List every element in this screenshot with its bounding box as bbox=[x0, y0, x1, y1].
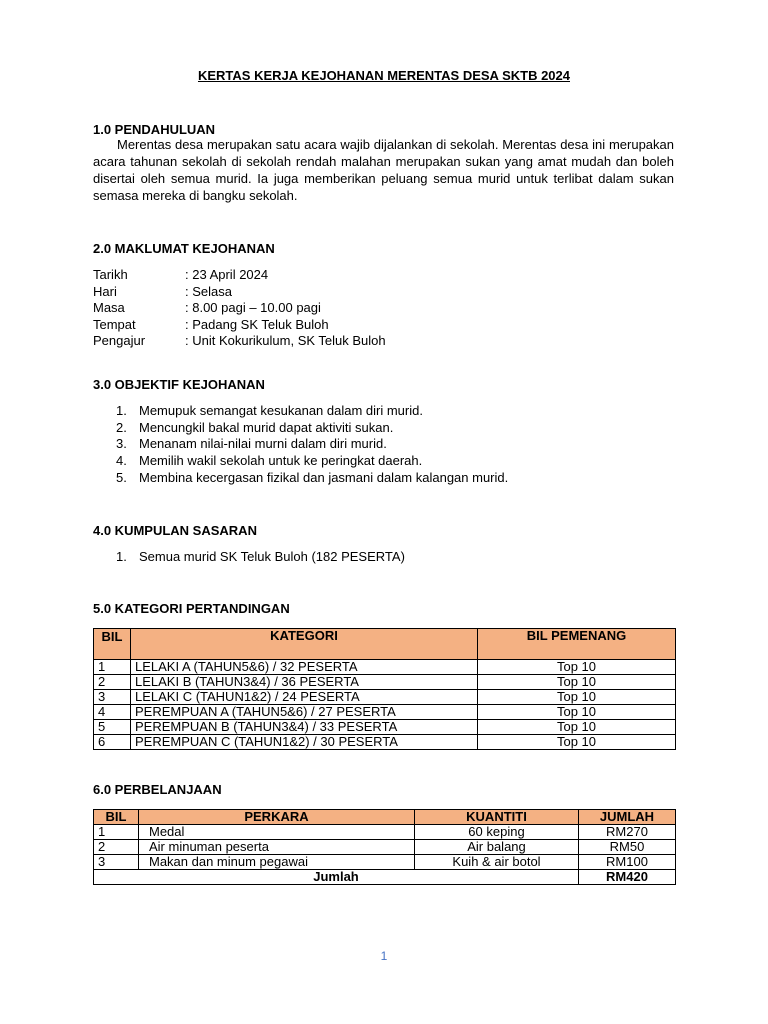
info-value: : Unit Kokurikulum, SK Teluk Buloh bbox=[185, 333, 386, 348]
info-label: Tempat bbox=[93, 317, 136, 332]
cell-kategori: PEREMPUAN C (TAHUN1&2) / 30 PESERTA bbox=[131, 735, 478, 750]
document-title: KERTAS KERJA KEJOHANAN MERENTAS DESA SKTB 2024 bbox=[197, 68, 570, 83]
cell-kategori: LELAKI B (TAHUN3&4) / 36 PESERTA bbox=[131, 675, 478, 690]
cell-bil: 3 bbox=[94, 690, 131, 705]
cell-kuantiti: 60 keping bbox=[415, 825, 579, 840]
table-row bbox=[94, 720, 676, 735]
cell-perkara: Medal bbox=[139, 825, 415, 840]
kategori-table bbox=[93, 628, 676, 750]
list-text: Menanam nilai-nilai murni dalam diri murid. bbox=[139, 436, 387, 452]
total-label: Jumlah bbox=[94, 870, 579, 885]
list-number: 3. bbox=[116, 436, 127, 452]
cell-bil: 2 bbox=[94, 675, 131, 690]
cell-jumlah: RM100 bbox=[579, 855, 676, 870]
cell-bil: 1 bbox=[94, 825, 139, 840]
col-header-bil: BIL bbox=[94, 629, 131, 660]
perbelanjaan-table bbox=[93, 809, 676, 885]
section-heading-sasaran: 4.0 KUMPULAN SASARAN bbox=[93, 523, 257, 538]
cell-pemenang: Top 10 bbox=[478, 720, 676, 735]
cell-pemenang: Top 10 bbox=[478, 660, 676, 675]
cell-bil: 6 bbox=[94, 735, 131, 750]
table-row bbox=[94, 855, 676, 870]
list-number: 1. bbox=[116, 549, 127, 564]
cell-bil: 4 bbox=[94, 705, 131, 720]
total-row bbox=[94, 870, 676, 885]
info-value: : Padang SK Teluk Buloh bbox=[185, 317, 329, 332]
list-text: Memilih wakil sekolah untuk ke peringkat daerah. bbox=[139, 453, 423, 469]
list-number: 5. bbox=[116, 469, 127, 485]
cell-bil: 3 bbox=[94, 855, 139, 870]
page-number: 1 bbox=[380, 949, 388, 963]
list-number: 4. bbox=[116, 453, 127, 469]
col-header-jumlah: JUMLAH bbox=[579, 810, 676, 825]
info-value: : Selasa bbox=[185, 284, 232, 299]
info-label: Masa bbox=[93, 300, 125, 315]
cell-pemenang: Top 10 bbox=[478, 705, 676, 720]
table-header-row bbox=[94, 810, 676, 825]
total-value: RM420 bbox=[579, 870, 676, 885]
cell-kategori: PEREMPUAN B (TAHUN3&4) / 33 PESERTA bbox=[131, 720, 478, 735]
info-label: Pengajur bbox=[93, 333, 146, 348]
section-heading-kategori: 5.0 KATEGORI PERTANDINGAN bbox=[93, 601, 290, 616]
cell-jumlah: RM270 bbox=[579, 825, 676, 840]
list-number: 1. bbox=[116, 403, 127, 418]
cell-bil: 5 bbox=[94, 720, 131, 735]
section-heading-maklumat: 2.0 MAKLUMAT KEJOHANAN bbox=[93, 241, 275, 256]
cell-kategori: LELAKI C (TAHUN1&2) / 24 PESERTA bbox=[131, 690, 478, 705]
cell-jumlah: RM50 bbox=[579, 840, 676, 855]
table-row bbox=[94, 825, 676, 840]
cell-kategori: PEREMPUAN A (TAHUN5&6) / 27 PESERTA bbox=[131, 705, 478, 720]
pendahuluan-paragraph: Merentas desa merupakan satu acara wajib dijalankan di sekolah. Merentas desa ini merupakan acara tahunan sekolah di sekolah rendah malahan merupakan sukan yang amat mudah dan boleh disertai oleh semua murid. Ia juga memberikan peluang semua murid untuk terlibat dalam sukan semasa mereka di bangku sekolah. bbox=[93, 137, 674, 203]
list-text: Mencungkil bakal murid dapat aktiviti sukan. bbox=[139, 419, 394, 435]
list-text: Memupuk semangat kesukanan dalam diri murid. bbox=[139, 403, 423, 418]
cell-perkara: Makan dan minum pegawai bbox=[139, 855, 415, 870]
table-row bbox=[94, 690, 676, 705]
col-header-kategori: KATEGORI bbox=[131, 629, 478, 660]
cell-pemenang: Top 10 bbox=[478, 675, 676, 690]
table-row bbox=[94, 705, 676, 720]
cell-perkara: Air minuman peserta bbox=[139, 840, 415, 855]
cell-bil: 1 bbox=[94, 660, 131, 675]
cell-pemenang: Top 10 bbox=[478, 690, 676, 705]
info-value: : 8.00 pagi – 10.00 pagi bbox=[185, 300, 321, 315]
table-row bbox=[94, 840, 676, 855]
info-label: Hari bbox=[93, 284, 117, 299]
col-header-perkara: PERKARA bbox=[139, 810, 415, 825]
list-number: 2. bbox=[116, 419, 127, 435]
section-heading-pendahuluan: 1.0 PENDAHULUAN bbox=[93, 122, 216, 137]
col-header-bil: BIL bbox=[94, 810, 139, 825]
info-value: : 23 April 2024 bbox=[185, 267, 269, 282]
cell-kategori: LELAKI A (TAHUN5&6) / 32 PESERTA bbox=[131, 660, 478, 675]
cell-kuantiti: Air balang bbox=[415, 840, 579, 855]
cell-pemenang: Top 10 bbox=[478, 735, 676, 750]
table-header-row bbox=[94, 629, 676, 660]
cell-kuantiti: Kuih & air botol bbox=[415, 855, 579, 870]
table-row bbox=[94, 660, 676, 675]
table-row bbox=[94, 735, 676, 750]
col-header-kuantiti: KUANTITI bbox=[415, 810, 579, 825]
list-text: Semua murid SK Teluk Buloh (182 PESERTA) bbox=[139, 549, 405, 564]
section-heading-perbelanjaan: 6.0 PERBELANJAAN bbox=[93, 782, 222, 797]
cell-bil: 2 bbox=[94, 840, 139, 855]
col-header-pemenang: BIL PEMENANG bbox=[478, 629, 676, 660]
table-row bbox=[94, 675, 676, 690]
list-text: Membina kecergasan fizikal dan jasmani dalam kalangan murid. bbox=[139, 469, 509, 485]
section-heading-objektif: 3.0 OBJEKTIF KEJOHANAN bbox=[93, 377, 265, 392]
info-label: Tarikh bbox=[93, 267, 128, 282]
